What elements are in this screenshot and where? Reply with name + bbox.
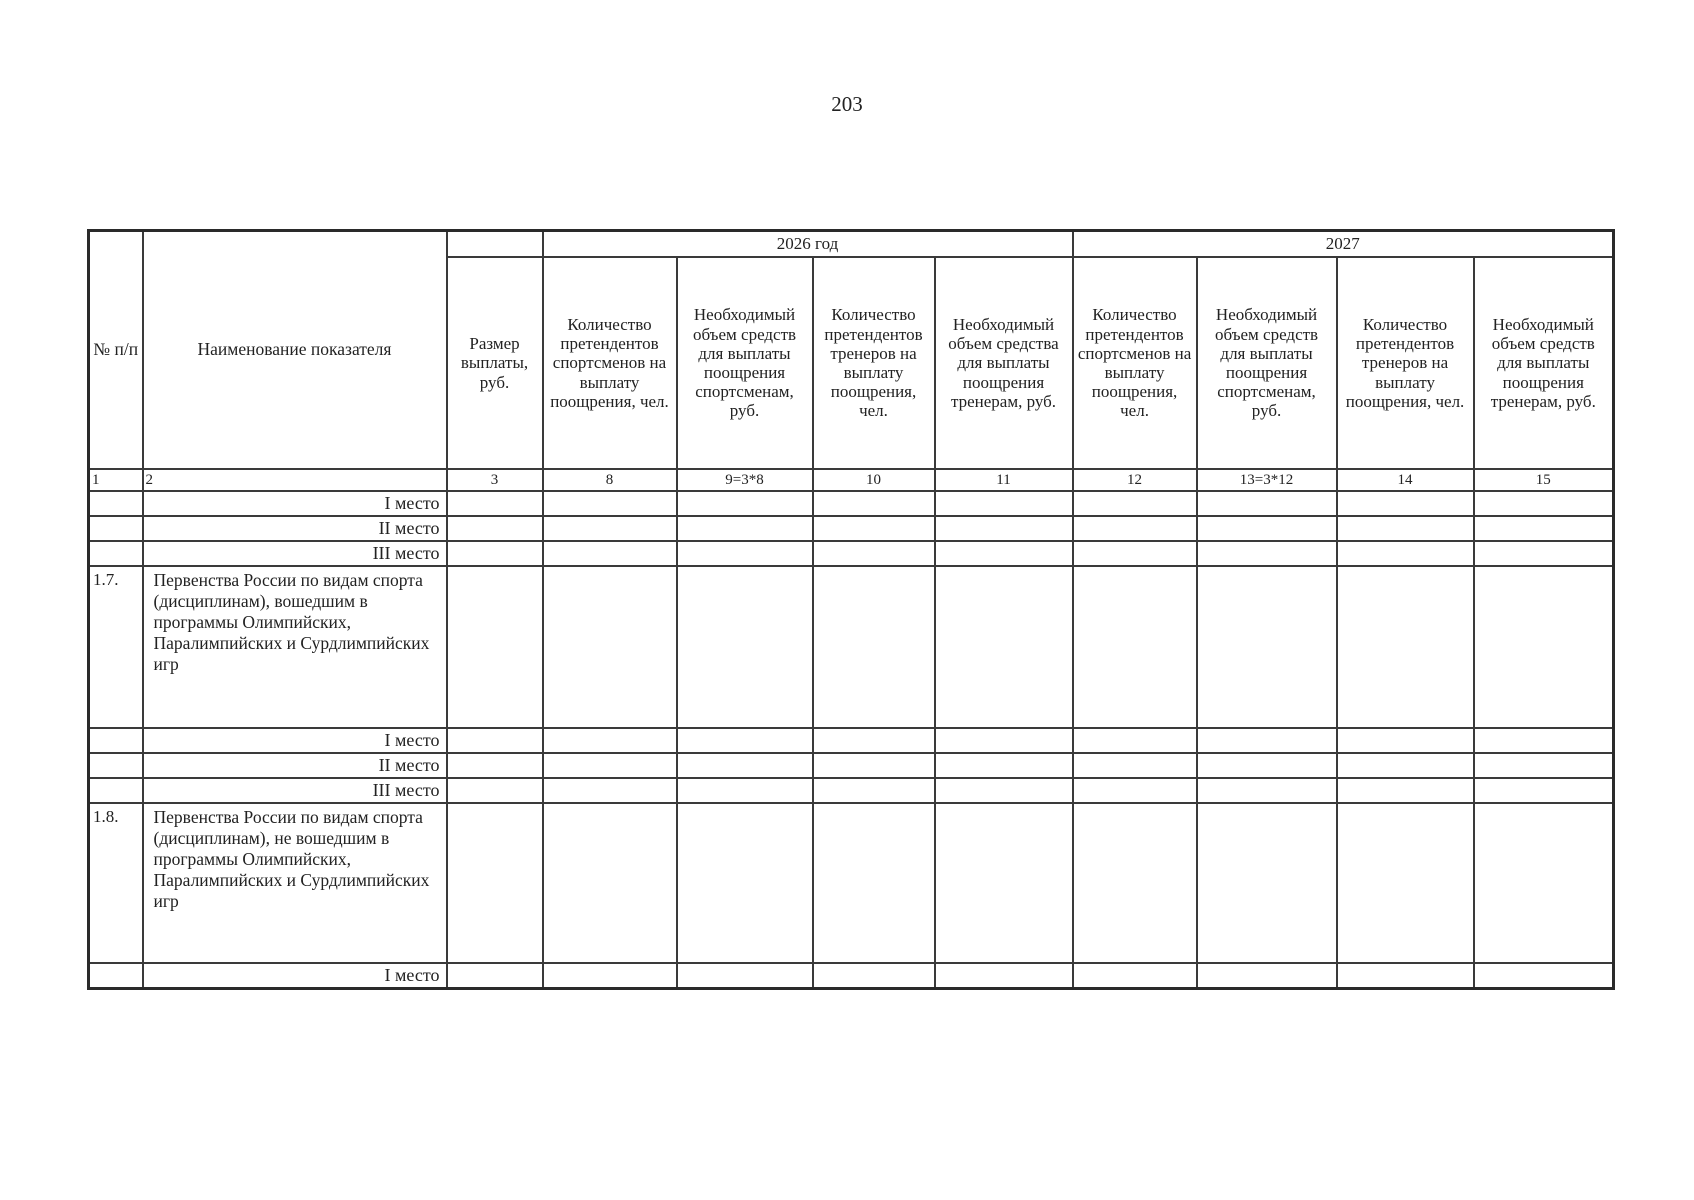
table-cell xyxy=(1197,491,1337,516)
table-cell xyxy=(813,803,935,963)
table-cell xyxy=(447,491,543,516)
table-cell xyxy=(677,803,813,963)
table-cell xyxy=(1474,728,1614,753)
header-number: № п/п xyxy=(89,231,143,470)
table-cell xyxy=(89,963,143,989)
table-cell xyxy=(935,753,1073,778)
column-number: 12 xyxy=(1073,469,1197,491)
table-cell xyxy=(1197,963,1337,989)
place-label: I место xyxy=(143,728,447,753)
table-cell xyxy=(1337,753,1474,778)
header-athletes-amount-2027: Необходимый объем средств для выплаты поощрения спортсменам, руб. xyxy=(1197,257,1337,469)
table-cell xyxy=(1073,803,1197,963)
table-cell xyxy=(543,566,677,728)
table-cell xyxy=(1197,566,1337,728)
table-cell xyxy=(1337,541,1474,566)
section-row xyxy=(89,803,1614,963)
column-number: 13=3*12 xyxy=(1197,469,1337,491)
table-cell xyxy=(813,491,935,516)
column-number: 9=3*8 xyxy=(677,469,813,491)
table-cell xyxy=(447,963,543,989)
header-coaches-amount-2027: Необходимый объем средств для выплаты поощрения тренерам, руб. xyxy=(1474,257,1614,469)
table-cell xyxy=(1337,803,1474,963)
table-cell xyxy=(543,963,677,989)
table-row xyxy=(89,728,1614,753)
table-cell xyxy=(1197,516,1337,541)
table-cell xyxy=(677,541,813,566)
table-cell xyxy=(1073,963,1197,989)
table-cell xyxy=(1073,728,1197,753)
header-blank xyxy=(447,231,543,258)
column-number: 8 xyxy=(543,469,677,491)
table-cell xyxy=(1073,566,1197,728)
table-cell xyxy=(1197,778,1337,803)
table-cell xyxy=(1474,541,1614,566)
table-cell xyxy=(1197,803,1337,963)
table-cell xyxy=(935,516,1073,541)
header-athletes-amount-2026: Необходимый объем средств для выплаты поощрения спортсменам, руб. xyxy=(677,257,813,469)
table-cell xyxy=(1073,753,1197,778)
column-number: 2 xyxy=(143,469,447,491)
header-coaches-count-2027: Количество претендентов тренеров на выплату поощрения, чел. xyxy=(1337,257,1474,469)
header-coaches-amount-2026: Необходимый объем средства для выплаты поощрения тренерам, руб. xyxy=(935,257,1073,469)
table-cell xyxy=(1073,516,1197,541)
table-cell xyxy=(813,516,935,541)
table-cell xyxy=(935,803,1073,963)
place-label: I место xyxy=(143,491,447,516)
table-cell xyxy=(447,516,543,541)
table-row xyxy=(89,778,1614,803)
table-cell xyxy=(813,963,935,989)
table-cell xyxy=(1474,753,1614,778)
place-label: III место xyxy=(143,778,447,803)
table-cell xyxy=(1337,728,1474,753)
table-cell xyxy=(1197,753,1337,778)
table-row xyxy=(89,963,1614,989)
table-cell xyxy=(1073,491,1197,516)
header-athletes-count-2026: Количество претендентов спортсменов на выплату поощрения, чел. xyxy=(543,257,677,469)
table-cell xyxy=(813,541,935,566)
table-cell xyxy=(543,803,677,963)
place-label: II место xyxy=(143,516,447,541)
table-cell xyxy=(1474,963,1614,989)
table-row xyxy=(89,541,1614,566)
table-cell xyxy=(543,516,677,541)
table-cell xyxy=(1073,541,1197,566)
column-number: 3 xyxy=(447,469,543,491)
place-label: I место xyxy=(143,963,447,989)
table-cell xyxy=(813,778,935,803)
place-label: II место xyxy=(143,753,447,778)
table-cell xyxy=(677,753,813,778)
table-cell xyxy=(1474,516,1614,541)
table-cell xyxy=(447,728,543,753)
table-cell xyxy=(1474,491,1614,516)
year-header-row xyxy=(89,231,1614,258)
table-cell xyxy=(935,778,1073,803)
table-cell xyxy=(1337,963,1474,989)
table-cell xyxy=(677,728,813,753)
table-cell xyxy=(89,491,143,516)
table-cell xyxy=(935,491,1073,516)
table-cell xyxy=(89,541,143,566)
table-cell xyxy=(1197,541,1337,566)
budget-table xyxy=(87,229,1615,990)
table-cell xyxy=(447,803,543,963)
table-cell xyxy=(1474,566,1614,728)
table-cell xyxy=(543,541,677,566)
table-cell xyxy=(543,778,677,803)
header-indicator-name: Наименование показателя xyxy=(143,231,447,470)
table-cell xyxy=(543,728,677,753)
header-year-2027: 2027 xyxy=(1073,231,1614,258)
section-number: 1.8. xyxy=(89,803,143,963)
table-cell xyxy=(447,778,543,803)
table-cell xyxy=(677,491,813,516)
table-cell xyxy=(935,963,1073,989)
table-cell xyxy=(1474,778,1614,803)
place-label: III место xyxy=(143,541,447,566)
table-cell xyxy=(89,516,143,541)
column-number: 1 xyxy=(89,469,143,491)
section-number: 1.7. xyxy=(89,566,143,728)
table-cell xyxy=(677,516,813,541)
table-cell xyxy=(447,753,543,778)
column-number: 11 xyxy=(935,469,1073,491)
table-cell xyxy=(1197,728,1337,753)
header-coaches-count-2026: Количество претендентов тренеров на выплату поощрения, чел. xyxy=(813,257,935,469)
header-payout-size: Размер выплаты, руб. xyxy=(447,257,543,469)
table-cell xyxy=(813,753,935,778)
column-number-row xyxy=(89,469,1614,491)
column-number: 14 xyxy=(1337,469,1474,491)
table-cell xyxy=(447,541,543,566)
table-row xyxy=(89,491,1614,516)
column-number: 10 xyxy=(813,469,935,491)
table-cell xyxy=(447,566,543,728)
table-cell xyxy=(89,728,143,753)
table-cell xyxy=(677,778,813,803)
table-cell xyxy=(677,963,813,989)
table-cell xyxy=(813,728,935,753)
table-cell xyxy=(1073,778,1197,803)
header-year-2026: 2026 год xyxy=(543,231,1073,258)
header-athletes-count-2027: Количество претендентов спортсменов на выплату поощрения, чел. xyxy=(1073,257,1197,469)
table-cell xyxy=(677,566,813,728)
table-cell xyxy=(1474,803,1614,963)
table-cell xyxy=(1337,516,1474,541)
table-cell xyxy=(1337,491,1474,516)
section-row xyxy=(89,566,1614,728)
table-cell xyxy=(1337,566,1474,728)
page-number: 203 xyxy=(831,92,863,116)
section-name: Первенства России по видам спорта (дисциплинам), не вошедшим в программы Олимпийских, Паралимпийских и Сурдлимпийских игр xyxy=(143,803,447,963)
table-cell xyxy=(543,753,677,778)
table-cell xyxy=(543,491,677,516)
table-cell xyxy=(813,566,935,728)
column-number: 15 xyxy=(1474,469,1614,491)
table-cell xyxy=(1337,778,1474,803)
table-row xyxy=(89,516,1614,541)
table-cell xyxy=(89,753,143,778)
section-name: Первенства России по видам спорта (дисциплинам), вошедшим в программы Олимпийских, Паралимпийских и Сурдлимпийских игр xyxy=(143,566,447,728)
table-cell xyxy=(935,728,1073,753)
table-cell xyxy=(935,566,1073,728)
table-row xyxy=(89,753,1614,778)
table-cell xyxy=(935,541,1073,566)
table-cell xyxy=(89,778,143,803)
